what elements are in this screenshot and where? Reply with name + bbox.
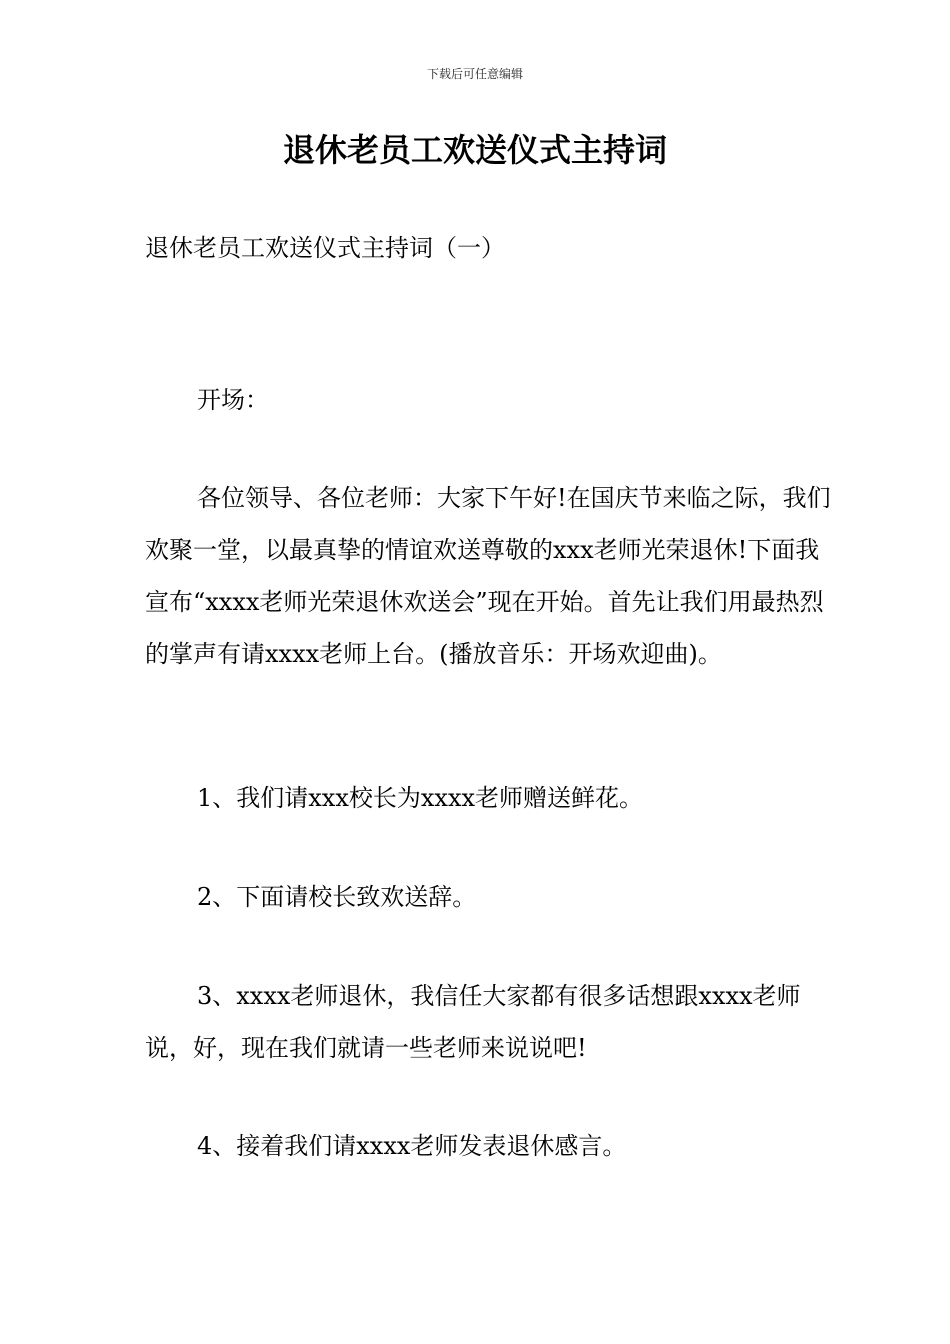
paragraph-item-4: 4、接着我们请xxxx老师发表退休感言。 [197, 1132, 627, 1160]
document-subtitle: 退休老员工欢送仪式主持词（一） [145, 234, 505, 262]
paragraph-item-3: 3、xxxx老师退休，我信任大家都有很多话想跟xxxx老师说，好，现在我们就请一些老师来说说吧! [145, 982, 801, 1062]
paragraph-item-2: 2、下面请校长致欢送辞。 [197, 883, 477, 911]
paragraph-item-1: 1、我们请xxx校长为xxxx老师赠送鲜花。 [197, 784, 644, 812]
header-note: 下载后可任意编辑 [426, 67, 523, 81]
document-title: 退休老员工欢送仪式主持词 [282, 131, 667, 169]
paragraph-opening: 开场： [197, 386, 269, 414]
paragraph-intro: 各位领导、各位老师：大家下午好!在国庆节来临之际，我们欢聚一堂，以最真挚的情谊欢送尊敬的xxx老师光荣退休!下面我宣布“xxxx老师光荣退休欢送会”现在开始。首先让我们用最热烈的掌声有请xxxx老师上台。(播放音乐：开场欢迎曲)。 [145, 484, 831, 668]
